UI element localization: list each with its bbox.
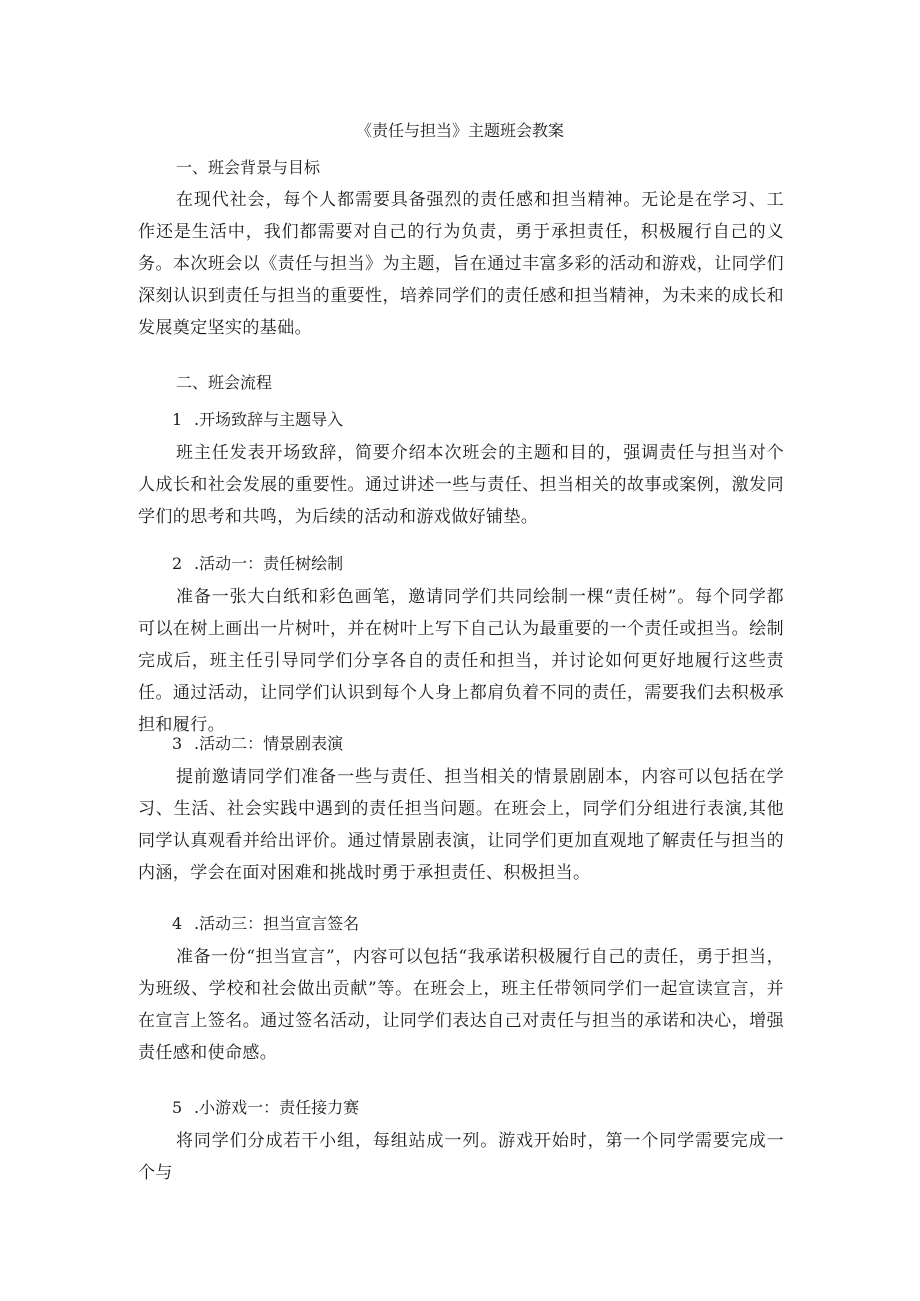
item-number: 5 xyxy=(172,1098,183,1117)
paragraph-item-2: 准备一张大白纸和彩色画笔，邀请同学们共同绘制一棵“责任树”。每个同学都可以在树上画出一片树叶，并在树叶上写下自己认为最重要的一个责任或担当。绘制完成后，班主任引导同学们分享各自的责任和担当，并讨论如何更好地履行这些责任。通过活动，让同学们认识到每个人身上都肩负着不同的责任，需要我们去积极承担和履行。 xyxy=(138,587,784,735)
item-title: .开场致辞与主题导入 xyxy=(194,410,344,429)
item-number: 3 xyxy=(172,734,183,753)
item-title: .活动二：情景剧表演 xyxy=(194,734,344,753)
item-heading-4 xyxy=(172,913,359,935)
section-heading-process: 二、班会流程 xyxy=(176,373,273,392)
item-number: 4 xyxy=(172,914,183,933)
item-title: .活动一：责任树绘制 xyxy=(194,554,344,573)
document-title: 《责任与担当》主题班会教案 xyxy=(355,121,564,140)
item-heading-2 xyxy=(172,553,343,575)
item-heading-5 xyxy=(172,1097,359,1119)
item-heading-3 xyxy=(172,733,343,755)
paragraph-item-5: 将同学们分成若干小组，每组站成一列。游戏开始时，第一个同学需要完成一个与 xyxy=(138,1131,784,1183)
section-heading-background: 一、班会背景与目标 xyxy=(176,158,321,177)
item-number: 2 xyxy=(172,554,183,573)
item-title: .小游戏一：责任接力赛 xyxy=(194,1098,360,1117)
paragraph-background: 在现代社会，每个人都需要具备强烈的责任感和担当精神。无论是在学习、工作还是生活中，我们都需要对自己的行为负责，勇于承担责任，积极履行自己的义务。本次班会以《责任与担当》为主题，旨在通过丰富多彩的活动和游戏，让同学们深刻认识到责任与担当的重要性，培养同学们的责任感和担当精神，为未来的成长和发展奠定坚实的基础。 xyxy=(138,190,784,338)
paragraph-item-4: 准备一份“担当宣言”，内容可以包括“我承诺积极履行自己的责任，勇于担当，为班级、学校和社会做出贡献”等。在班会上，班主任带领同学们一起宣读宣言，并在宣言上签名。通过签名活动，让同学们表达自己对责任与担当的承诺和决心，增强责任感和使命感。 xyxy=(138,947,784,1063)
paragraph-item-3: 提前邀请同学们准备一些与责任、担当相关的情景剧剧本，内容可以包括在学习、生活、社会实践中遇到的责任担当问题。在班会上，同学们分组进行表演,其他同学认真观看并给出评价。通过情景剧表演，让同学们更加直观地了解责任与担当的内涵，学会在面对困难和挑战时勇于承担责任、积极担当。 xyxy=(138,767,784,883)
item-number: 1 xyxy=(172,410,183,429)
paragraph-item-1: 班主任发表开场致辞，简要介绍本次班会的主题和目的，强调责任与担当对个人成长和社会发展的重要性。通过讲述一些与责任、担当相关的故事或案例，激发同学们的思考和共鸣，为后续的活动和游戏做好铺垫。 xyxy=(138,443,784,527)
item-heading-1 xyxy=(172,409,343,431)
item-title: .活动三：担当宣言签名 xyxy=(194,914,360,933)
